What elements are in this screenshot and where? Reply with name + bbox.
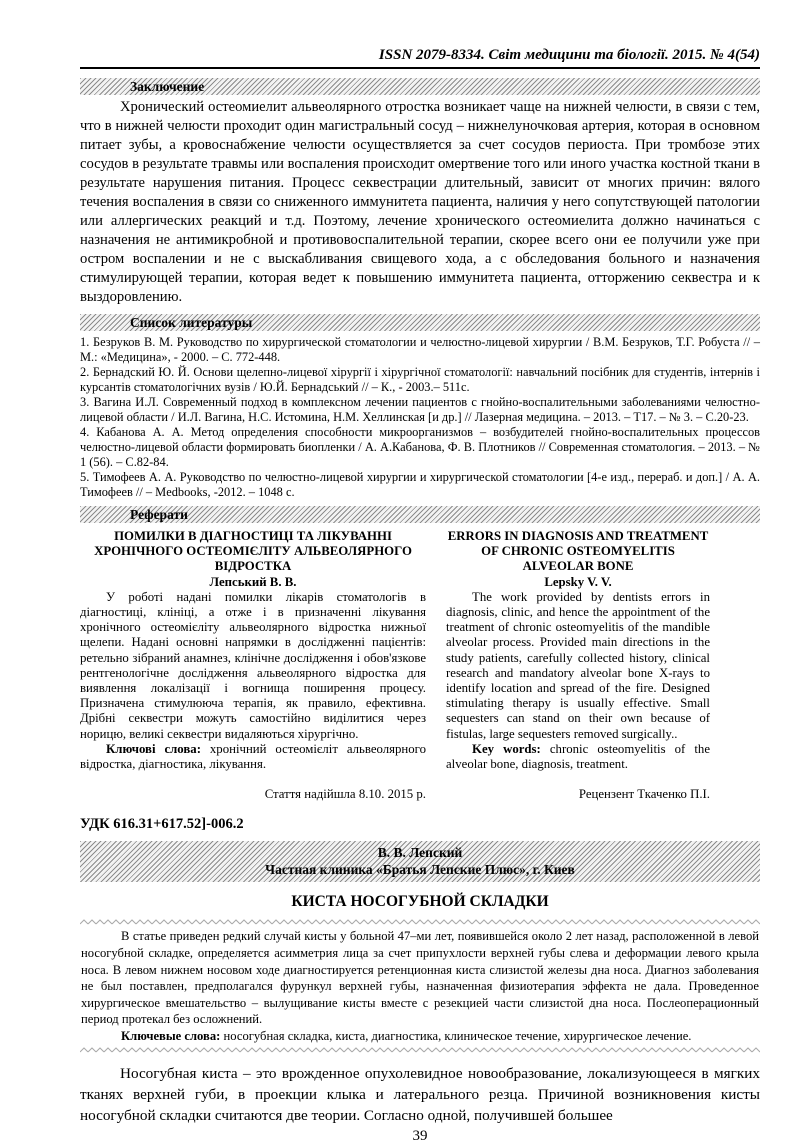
abstract-english (446, 529, 710, 802)
abstract-title-en: ERRORS IN DIAGNOSIS AND TREATMENT OF CHRONIC OSTEOMYELITIS ALVEOLAR BONE (447, 529, 709, 574)
abstract-author-en: Lepsky V. V. (544, 574, 612, 589)
article-author-box (80, 841, 760, 882)
article-intro-paragraph: Носогубная киста – это врожденное опухолевидное новообразование, локализующееся в мягких тканях верхней губи, в проекции клыка и латерального резца. Причиной возникновения кисты носогубной складки считаются две теории. Согласно одной, получившей большее (80, 1064, 760, 1124)
keywords-text-en: chronic osteomyelitis of the alveolar bone, diagnosis, treatment. (446, 741, 710, 772)
abstract-keywords-en (446, 742, 710, 772)
zigzag-border-bottom (80, 1047, 760, 1053)
reference-item: 3. Вагина И.Л. Современный подход в комплексном лечении пациентов с гнойно-воспалительными заболеваниями челюстно-лицевой области / И.Л. Вагина, Н.С. Истомина, Н.М. Хеллинская [и др.] // Лазерная медицина. – 2013. – Т17. – № 3. – С.20-23. (80, 395, 760, 424)
header-rule (80, 67, 760, 69)
reference-list (80, 335, 760, 500)
abstract-keywords-ua (80, 742, 426, 772)
article-keywords (81, 1028, 759, 1045)
article-keywords-label: Ключевые слова: (121, 1029, 221, 1044)
journal-header: ISSN 2079-8334. Світ медицини та біології. 2015. № 4(54) (378, 47, 760, 63)
conclusion-paragraph: Хронический остеомиелит альвеолярного отростка возникает чаще на нижней челюсти, в связи с тем, что в нижней челюсти проходит один магистральный сосуд – нижнелуночковая артерия, которая в основном питает зубы, а кровоснабжение челюсти осуществляется за счет сосудов периоста. При тромбозе этих сосудов в результате травмы или воспаления происходит омертвение того или иного участка костной ткани в результате нарушения питания. Процесс секвестрации длительный, зависит от многих причин: вялого течения воспаления в связи со сниженного иммунитета пациента, наличия у него сопутствующей патологии или аллергических реакций и т.д. Поэтому, лечение хронического остеомиелита должно начинаться с назначения не антимикробной и противовоспалительной терапии, скорее всего они ее получили уже при остром воспалении и не с выскабливания свищевого хода, а с обследования больного и назначения стимулирующей терапии, которая ведет к повышению иммунитета пациента, отторжению секвестра и к выздоровлению. (80, 99, 760, 305)
reference-item: 2. Бернадский Ю. Й. Основи щелепно-лицевої хірургії і хірургічної стоматології: навчальний посібник для студентів, інтернів і курсантів стоматологічних вузів / Ю.Й. Бернадський // – К., - 2003.– 511с. (80, 365, 760, 394)
conclusion-heading-label: Заключение (130, 78, 205, 94)
page-number: 39 (412, 1127, 428, 1144)
reference-item: 5. Тимофеев А. А. Руководство по челюстно-лицевой хирургии и хирургической стоматологии [4-е изд., перераб. и доп.] / А. А. Тимофеев // – Medbooks, -2012. – 1048 с. (80, 470, 760, 499)
section-heading-references (80, 314, 760, 331)
article-affiliation: Частная клиника «Братья Лепские Плюс», г. Киев (265, 862, 575, 878)
zigzag-border-top (80, 919, 760, 925)
reference-item: 1. Безруков В. М. Руководство по хирургической стоматологии и челюстно-лицевой хирургии / В.М. Безруков, Т.Г. Робуста // – М.: «Медицина», - 2000. – С. 772-448. (80, 335, 760, 364)
keywords-label-en: Key words: (472, 741, 541, 756)
abstracts-heading-label: Реферати (130, 506, 188, 522)
abstracts-columns (80, 529, 760, 802)
references-heading-label: Список литературы (130, 314, 253, 330)
article-abstract-text: В статье приведен редкий случай кисты у больной 47–ми лет, появившейся около 2 лет назад, расположенной в левой носогубной складке, определяется асимметрия лица за счет припухлости верхней губы слева и деформации левого крыла носа. В левом нижнем носовом ходе диагностируется ретенционная киста слизистой железы дна носа. Диагноз заболевания не был поставлен, предполагался фурункул верхней губы, назначенная физиотерапия эффекта не дала. Проведенное хирургическое вмешательство – вылущивание кисты вместе с резекцией части слизистой дна носа. Послеоперационный период протекал без осложнений. (81, 929, 759, 1027)
article-abstract-body (80, 925, 760, 1046)
abstract-body-ua: У роботі надані помилки лікарів стоматологів в діагностиці, клініці, а отже і в призначенні лікування хронічного остеомієліту альвеолярного відростка нижньої щелепи. Надані основні напрямки в дослідженні пацієнтів: ретельно зібраний анамнез, клінічне дослідження і обов'язкове рентгенологічне дослідження альвеолярного відростка для виявлення локалізації і вогнища поширення процесу. Призначена стимулююча терапія, як правило, ефективна. Дрібні секвестри можуть самостійно виділитися через норицю, великі секвестри видаляються хірургічно. (80, 589, 426, 741)
reviewer-name: Рецензент Ткаченко П.І. (578, 787, 710, 802)
article-abstract-block (80, 919, 760, 1052)
abstract-title-ua: ПОМИЛКИ В ДІАГНОСТИЦІ ТА ЛІКУВАННІ ХРОНІЧНОГО ОСТЕОМІЄЛІТУ АЛЬВЕОЛЯРНОГО ВІДРОСТКА (94, 529, 412, 574)
received-date: Стаття надійшла 8.10. 2015 р. (264, 787, 426, 802)
abstract-author-ua: Лепський В. В. (209, 574, 297, 589)
udc-code: УДК 616.31+617.52]-006.2 (80, 816, 244, 833)
abstract-ukrainian (80, 529, 426, 802)
article-keywords-text: носогубная складка, киста, диагностика, клиническое течение, хирургическое лечение. (223, 1029, 692, 1044)
page-content (80, 46, 760, 1145)
article-author: В. В. Лепский (377, 845, 463, 861)
section-heading-conclusion (80, 78, 760, 95)
keywords-label-ua: Ключові слова: (106, 741, 201, 756)
keywords-text-ua: хронічний остеомієліт альвеолярного відростка, діагностика, лікування. (80, 741, 426, 772)
article-title: КИСТА НОСОГУБНОЙ СКЛАДКИ (291, 893, 549, 911)
section-heading-abstracts (80, 506, 760, 523)
abstract-body-en: The work provided by dentists errors in diagnosis, clinic, and hence the appointment of the treatment of chronic osteomyelitis of the mandible alveolar process. Provided main directions in the study patients, carefully collected history, clinical research and mandatory alveolar bone X-rays to identify location and spread of the fire. Designed stimulating therapy is usually effective. Small sequesters can stand on their own because of fistulas, large sequesters removed surgically.. (446, 589, 710, 741)
reference-item: 4. Кабанова А. А. Метод определения способности микроорганизмов – возбудителей гнойно-воспалительных процессов челюстно-лицевой области формировать биопленки / А. А.Кабанова, Ф. В. Плотников // Современная стоматология. – 2013. – № 1 (56). – С.82-84. (80, 425, 760, 469)
